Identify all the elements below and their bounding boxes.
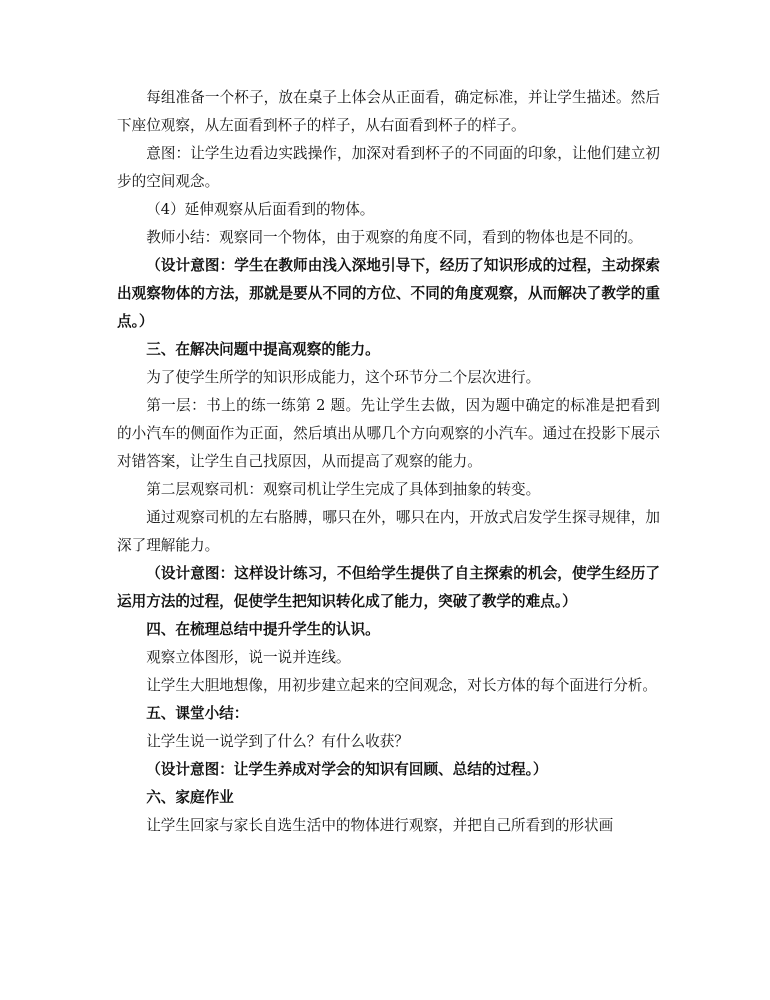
paragraph-19: 让学生回家与家长自选生活中的物体进行观察，并把自己所看到的形状画 (146, 817, 614, 834)
paragraph-4: 教师小结：观察同一个物体，由于观察的角度不同，看到的物体也是不同的。 (146, 229, 643, 246)
paragraph-9: 第二层观察司机：观察司机让学生完成了具体到抽象的转变。 (146, 481, 541, 498)
document-body (117, 84, 660, 840)
paragraph-7: 为了使学生所学的知识形成能力，这个环节分二个层次进行。 (146, 369, 541, 386)
paragraph-13: 观察立体图形，说一说并连线。 (146, 649, 351, 666)
design-intent-note-2: （设计意图：这样设计练习，不但给学生提供了自主探索的机会，使学生经历了运用方法的过程，促使学生把知识转化成了能力，突破了教学的难点。） (117, 565, 660, 610)
section-heading-6: 六、家庭作业 (146, 789, 234, 806)
paragraph-10: 通过观察司机的左右胳膊，哪只在外，哪只在内，开放式启发学生探寻规律，加深了理解能力。 (117, 509, 660, 554)
section-heading-5: 五、课堂小结： (146, 705, 249, 722)
section-heading-4: 四、在梳理总结中提升学生的认识。 (146, 621, 380, 638)
paragraph-14: 让学生大胆地想像，用初步建立起来的空间观念，对长方体的每个面进行分析。 (146, 677, 657, 694)
paragraph-1: 每组准备一个杯子，放在桌子上体会从正面看，确定标准，并让学生描述。然后下座位观察，从左面看到杯子的样子，从右面看到杯子的样子。 (117, 89, 660, 134)
design-intent-note-1: （设计意图：学生在教师由浅入深地引导下，经历了知识形成的过程，主动探索出观察物体的方法，那就是要从不同的方位、不同的角度观察，从而解决了教学的重点。） (117, 257, 660, 330)
paragraph-16: 让学生说一说学到了什么？有什么收获？ (146, 733, 409, 750)
paragraph-3: （4）延伸观察从后面看到的物体。 (146, 201, 375, 218)
paragraph-8: 第一层：书上的练一练第 2 题。先让学生去做，因为题中确定的标准是把看到的小汽车的侧面作为正面，然后填出从哪几个方向观察的小汽车。通过在投影下展示对错答案，让学生自己找原因，从而提高了观察的能力。 (117, 397, 660, 470)
section-heading-3: 三、在解决问题中提高观察的能力。 (146, 341, 380, 358)
design-intent-note-3: （设计意图：让学生养成对学会的知识有回顾、总结的过程。） (146, 761, 548, 778)
paragraph-2: 意图：让学生边看边实践操作，加深对看到杯子的不同面的印象，让他们建立初步的空间观念。 (117, 145, 660, 190)
